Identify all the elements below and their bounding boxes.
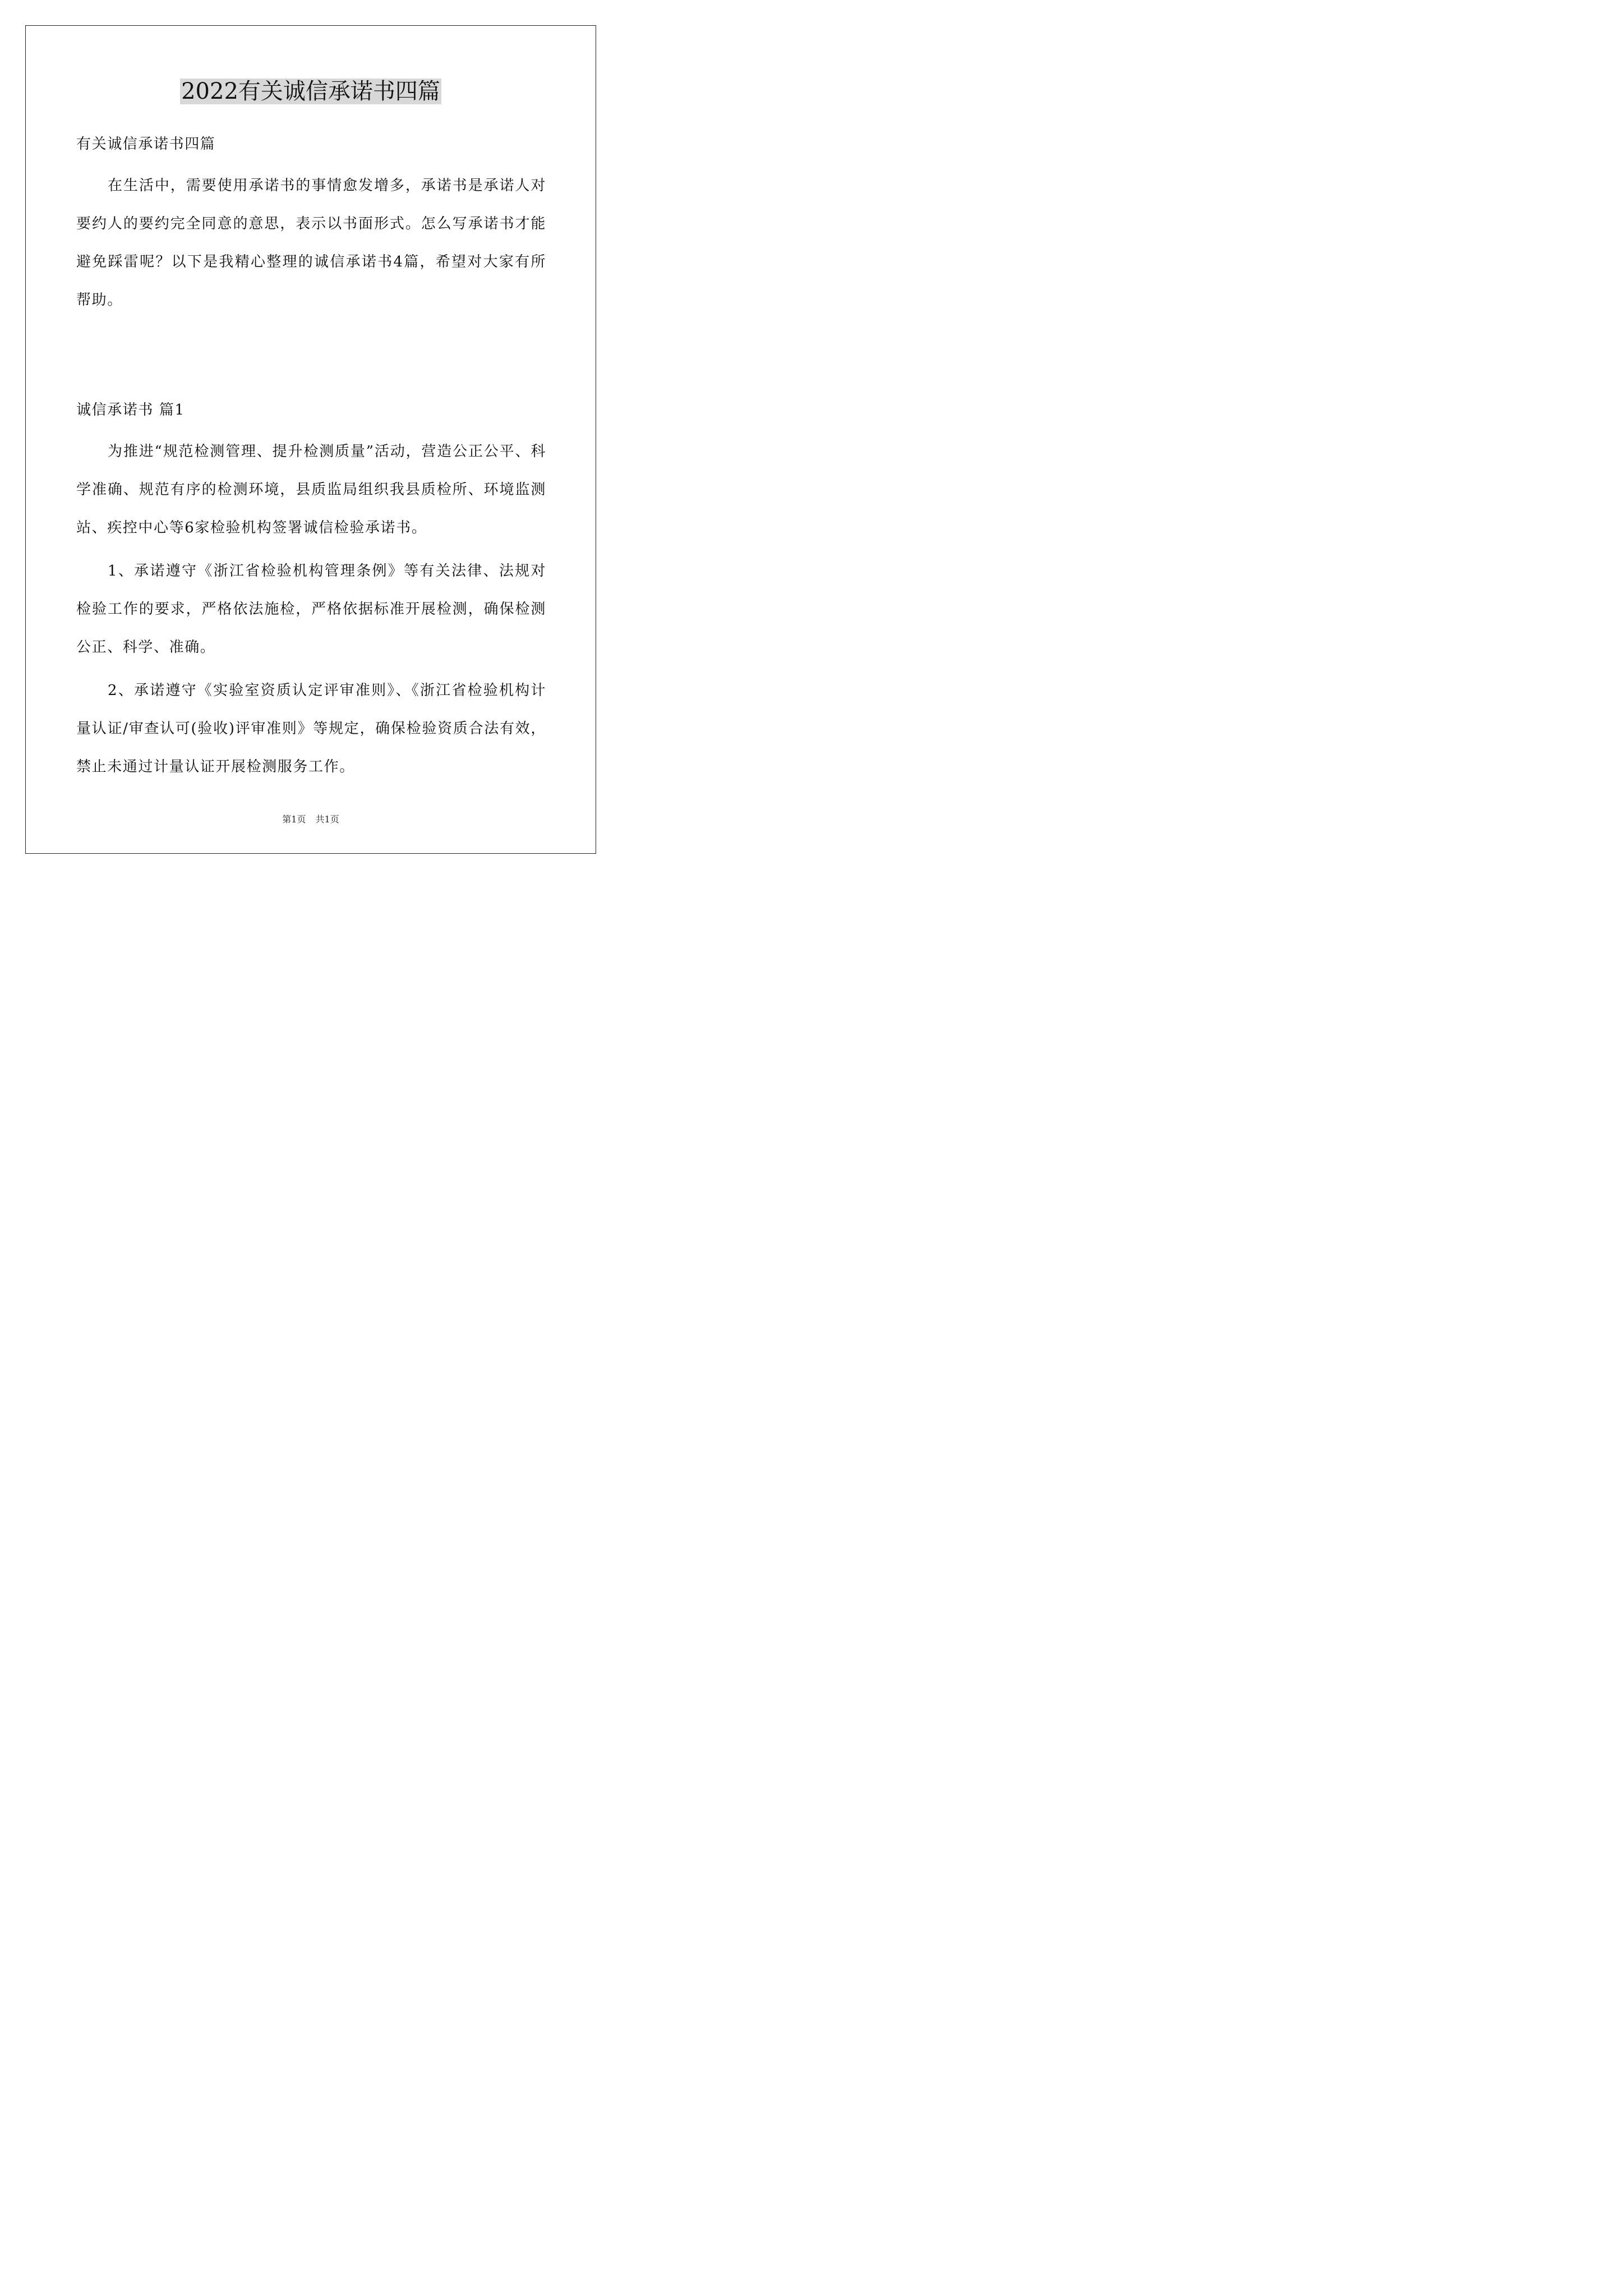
document-title	[0, 77, 621, 106]
page-number: 第1页	[282, 814, 306, 825]
document-subtitle: 有关诚信承诺书四篇	[76, 136, 216, 153]
section-paragraph-1: 为推进“规范检测管理、提升检测质量”活动，营造公正公平、科学准确、规范有序的检测环境，县质监局组织我县质检所、环境监测站、疾控中心等6家检验机构签署诚信检验承诺书。	[76, 443, 546, 536]
section-paragraph-3: 2、承诺遵守《实验室资质认定评审准则》、《浙江省检验机构计量认证/审查认可(验收)评审准则》等规定，确保检验资质合法有效，禁止未通过计量认证开展检测服务工作。	[76, 682, 546, 775]
document-title-text: 2022有关诚信承诺书四篇	[181, 79, 440, 104]
section-heading: 诚信承诺书 篇1	[76, 402, 185, 418]
page-total: 共1页	[315, 814, 339, 825]
section-paragraph-2: 1、承诺遵守《浙江省检验机构管理条例》等有关法律、法规对检验工作的要求，严格依法施检，严格依据标准开展检测，确保检测公正、科学、准确。	[76, 563, 546, 656]
page-footer	[0, 812, 621, 825]
intro-paragraph: 在生活中，需要使用承诺书的事情愈发增多，承诺书是承诺人对要约人的要约完全同意的意思，表示以书面形式。怎么写承诺书才能避免踩雷呢？以下是我精心整理的诚信承诺书4篇，希望对大家有所帮助。	[76, 177, 546, 309]
